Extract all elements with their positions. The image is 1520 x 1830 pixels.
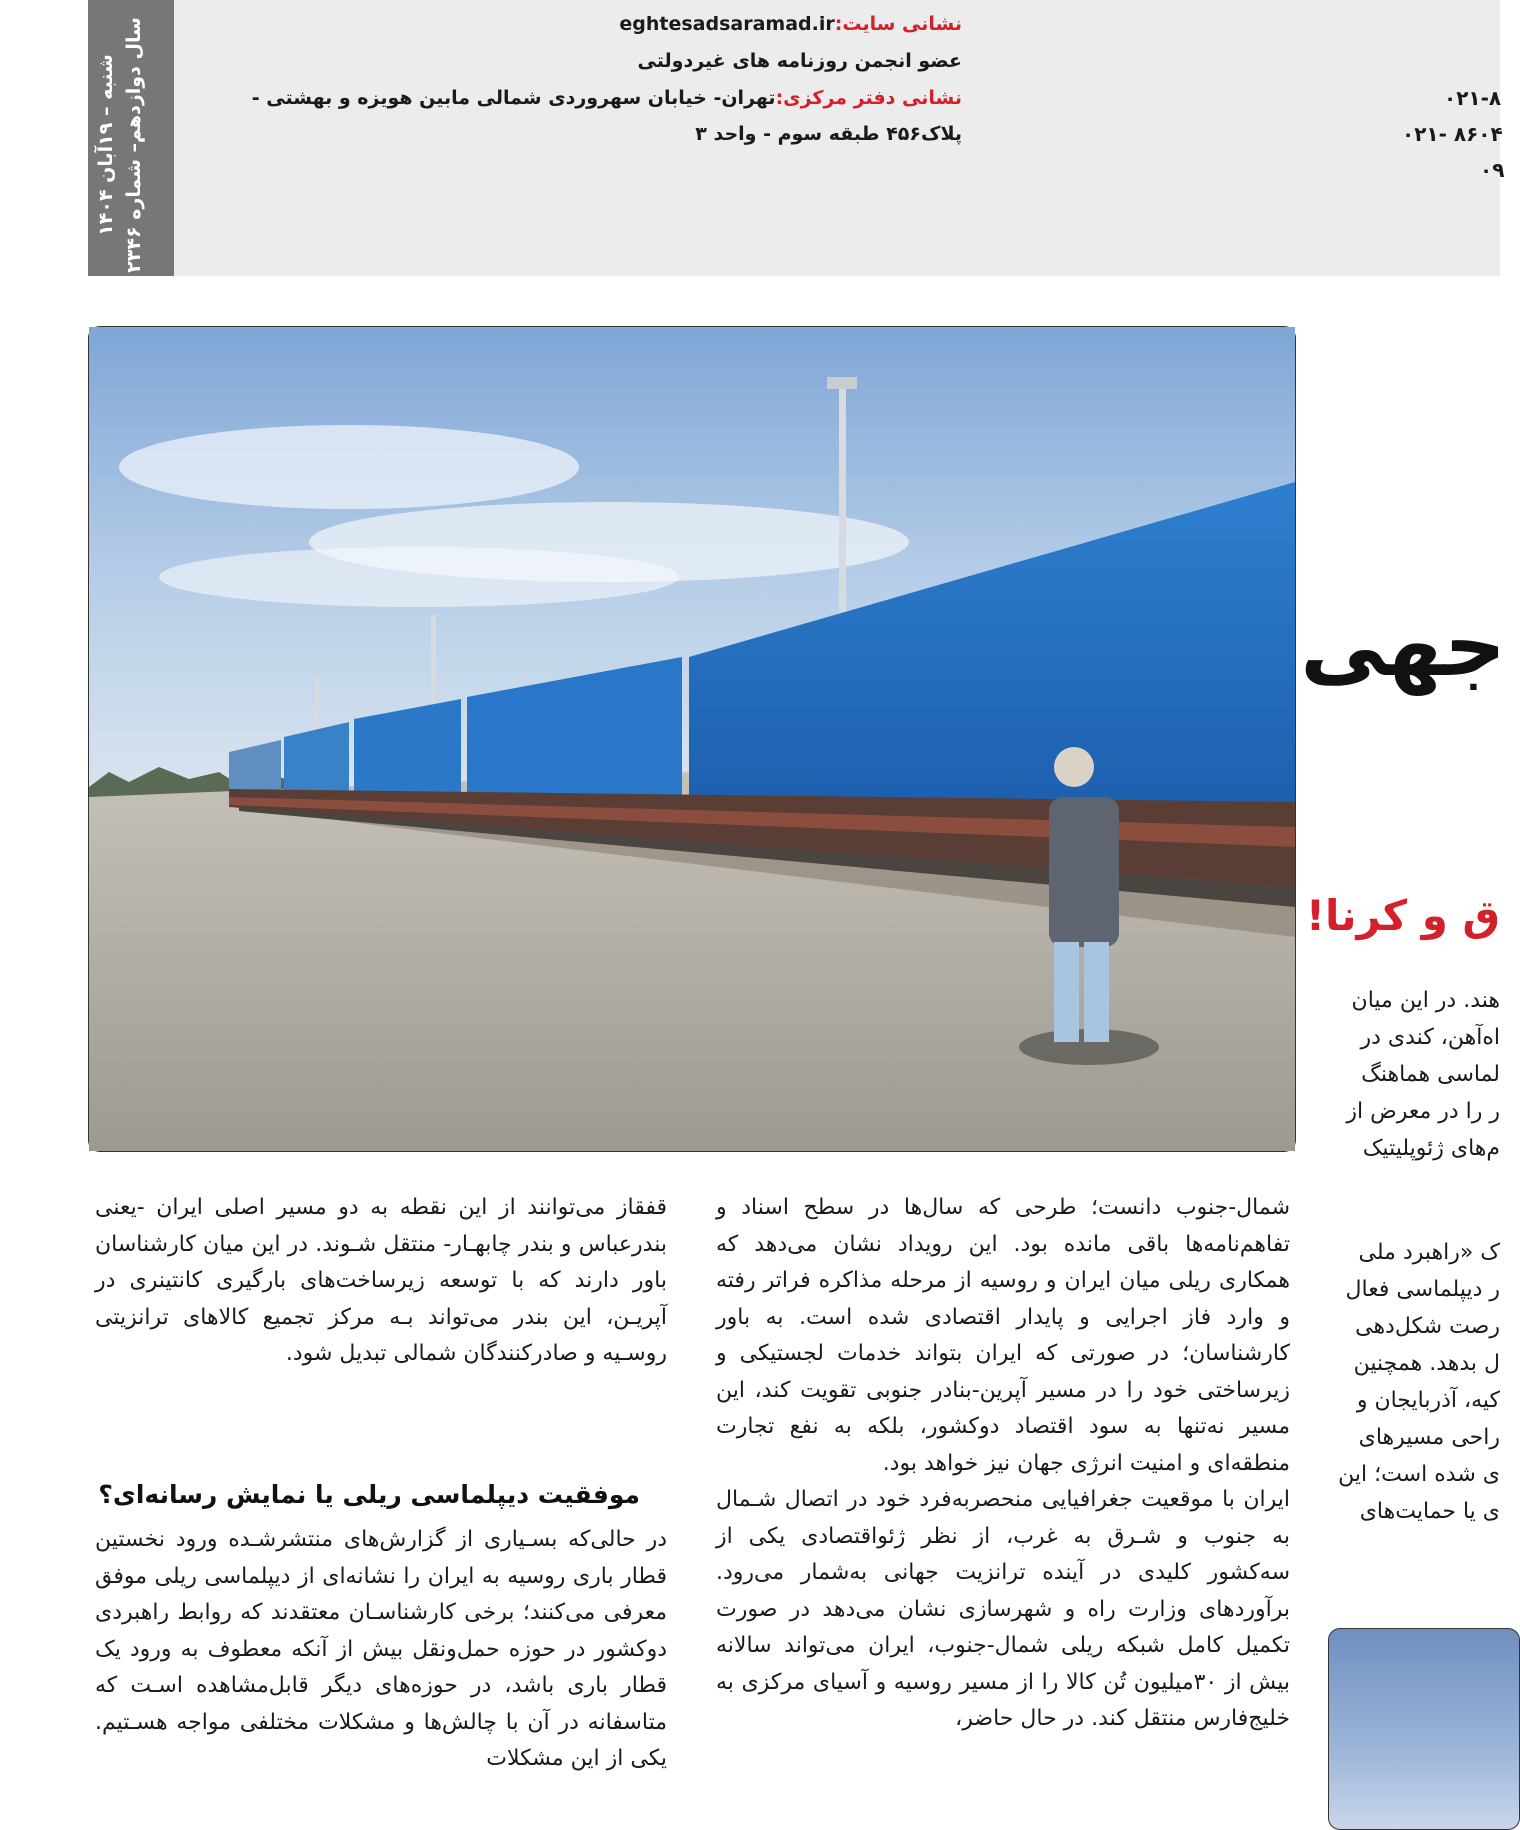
train-photo-illustration: [89, 327, 1295, 1151]
adjacent-text-line: لماسی هماهنگ: [1361, 1062, 1500, 1087]
adjacent-text-line: رصت شکل‌دهی: [1355, 1314, 1500, 1339]
phone-number: ۰۹: [1480, 158, 1505, 182]
adjacent-text-line: کیه، آذربایجان و: [1356, 1388, 1500, 1413]
adjacent-text-line: هند. در این میان: [1351, 988, 1500, 1013]
adjacent-text-line: ل بدهد. همچنین: [1353, 1351, 1500, 1376]
section-subheading: موفقیت دیپلماسی ریلی یا نمایش رسانه‌ای؟: [98, 1480, 640, 1509]
adjacent-text-line: ک «راهبرد ملی: [1358, 1240, 1500, 1265]
phone-number: ۰۲۱-۸: [1444, 86, 1502, 110]
date-line: شنبه – ۱۹آبان ۱۴۰۴: [95, 54, 117, 236]
paragraph: در حالی‌که بسـیاری از گزارش‌های منتشرشـده ورود نخستین قطار باری روسیه به ایران را نشانه‌ای از دیپلماسی ریلی موفق معرفی می‌کنند؛ برخی کارشناسـان معتقدند که روابط راهبردی دوکشور در حوزه حمل‌ونقل بیش از آنکه معطوف به ورود یک قطار باری باشد، در حوزه‌های دیگر قابل‌مشاهده اسـت که متاسفانه در آن با چالش‌ها و مشکلات مختلفی مواجه هسـتیم. یکی از این مشکلات: [95, 1527, 667, 1771]
adjacent-text-line: ر را در معرض از: [1346, 1099, 1500, 1124]
address-line2: پلاک۴۵۶ طبقه سوم - واحد ۳: [695, 123, 962, 145]
adjacent-text-line: راحی مسیرهای: [1358, 1425, 1500, 1450]
paragraph: ایران با موقعیت جغرافیایی منحصربه‌فرد خود در اتصال شـمال به جنوب و شـرق به غرب، از نظر ژئواقتصادی یکی از سه‌کشور کلیدی در آینده ترانزیت جهانی به‌شمار می‌رود. برآوردهای وزارت راه و شهرسازی نشان می‌دهد در صورت تکمیل کامل شبکه ریلی شمال-جنوب، ایران می‌تواند سالانه بیش از ۳۰میلیون تُن کالا را از مسیر روسیه و آسیای مرکزی به خلیج‌فارس منتقل کند. در حال حاضر،: [716, 1487, 1290, 1731]
main-photo: [88, 326, 1296, 1152]
issue-line: سال دوازدهم– شماره ۲۳۴۶: [123, 17, 145, 273]
address-line1: تهران- خیابان سهروردی شمالی مابین هویزه و بهشتی -: [251, 87, 776, 109]
paragraph: قفقاز می‌توانند از این نقطه به دو مسیر اصلی ایران -یعنی بندرعباس و بندر چابهـار- منتقل شـوند. در این میان کارشناسان باور دارند که با توسعه زیرساخت‌های بارگیری کانتینری در آپریـن، این بندر می‌تواند بـه مرکز تجمیع کالاهای ترانزیتی روسـیه و صادرکنندگان شمالی تبدیل شود.: [95, 1195, 667, 1366]
adjacent-text-line: ر دیپلماسی فعال: [1345, 1277, 1500, 1302]
paragraph: شمال-جنوب دانست؛ طرحی که سال‌ها در سطح اسناد و تفاهم‌نامه‌ها باقی مانده بود. این رویداد نشان می‌دهد که همکاری ریلی میان ایران و روسیه از مرحله مذاکره فراتر رفته و وارد فاز اجرایی و پایدار اقتصادی شده است. به باور کارشناسان؛ در صورتی که ایران بتواند خدمات لجستیکی و زیرساختی خود را در مسیر آپرین-بنادر جنوبی تقویت کند، این مسیر نه‌تنها به سود اقتصاد دوکشور، بلکه به نفع تجارت منطقه‌ای و امنیت انرژی جهان نیز خواهد بود.: [716, 1195, 1290, 1476]
article-column-left: [95, 1190, 667, 1373]
address-label: نشانی دفتر مرکزی:: [775, 87, 962, 109]
article-column-left-cont: [95, 1522, 667, 1778]
adjacent-text-line: اه‌آهن، کندی در: [1360, 1025, 1500, 1050]
adjacent-text-line: م‌های ژئوپلیتیک: [1362, 1136, 1500, 1161]
adjacent-red-subtitle: ق و کرنا!: [1305, 891, 1500, 940]
adjacent-text-line: ی شده است؛ این: [1338, 1462, 1500, 1487]
site-address: [619, 13, 962, 35]
date-strip: [88, 0, 174, 276]
office-address: [252, 87, 962, 109]
phone-number: ۰۲۱- ۸۶۰۴: [1402, 122, 1503, 146]
site-label: نشانی سایت:: [834, 13, 962, 35]
adjacent-photo: [1328, 1628, 1520, 1830]
adjacent-headline: جهی: [1300, 596, 1506, 696]
member-line: عضو انجمن روزنامه های غیردولتی: [637, 50, 962, 72]
adjacent-article-clip: [1300, 276, 1506, 1799]
site-value: eghtesadsaramad.ir: [619, 13, 835, 35]
article-column-middle: [716, 1190, 1290, 1738]
adjacent-text-line: ی یا حمایت‌های: [1359, 1499, 1500, 1524]
